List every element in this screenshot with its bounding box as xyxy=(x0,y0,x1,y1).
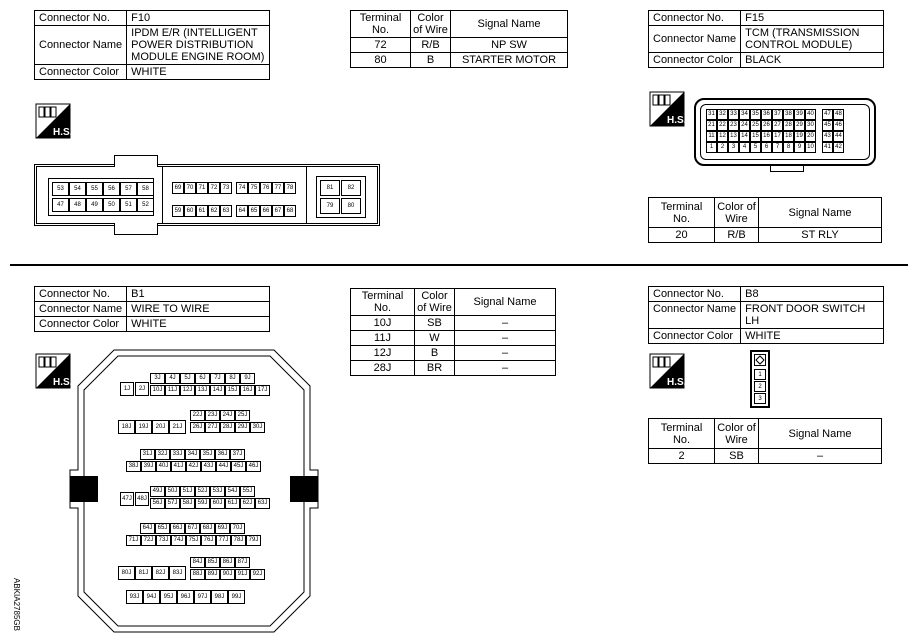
connector-pin: 42J xyxy=(186,461,201,472)
hs-label: H.S. xyxy=(53,127,73,138)
connector-pin: 32J xyxy=(155,449,170,460)
connector-pin: 9J xyxy=(240,373,255,384)
connector-pin: 13J xyxy=(195,385,210,396)
connector-pin: 40 xyxy=(805,109,816,120)
connector-pin: 56 xyxy=(103,182,120,196)
connector-pin: 61J xyxy=(225,498,240,509)
wire-color-cell: BR xyxy=(415,361,455,376)
connector-pin: 50J xyxy=(165,486,180,497)
connector-pin: 2 xyxy=(717,142,728,153)
signal-header: Signal Name xyxy=(451,11,568,38)
color-header: Color of Wire xyxy=(411,11,451,38)
connector-pin: 1J xyxy=(120,382,134,396)
connector-pin: 60 xyxy=(184,205,196,217)
connector-pin: 58J xyxy=(180,498,195,509)
f10-divider-2 xyxy=(306,167,307,223)
connector-pin: 67J xyxy=(185,523,200,534)
connector-pin: 16J xyxy=(240,385,255,396)
connector-pin: 59 xyxy=(172,205,184,217)
b8-info-table xyxy=(648,286,884,344)
connector-pin: 64J xyxy=(140,523,155,534)
connector-pin: 38 xyxy=(783,109,794,120)
connector-pin: 82J xyxy=(152,566,169,580)
connector-no-label: Connector No. xyxy=(35,287,127,302)
connector-pin: 37J xyxy=(230,449,245,460)
connector-pin: 85J xyxy=(205,557,220,568)
connector-pin: 31J xyxy=(140,449,155,460)
hs-label: H.S. xyxy=(53,377,73,388)
figure-code: ABKIA2785GB xyxy=(11,578,21,631)
connector-pin: 41J xyxy=(171,461,186,472)
connector-pin: 32 xyxy=(717,109,728,120)
connector-pin: 45J xyxy=(231,461,246,472)
connector-pin: 6J xyxy=(195,373,210,384)
connector-pin: 79 xyxy=(320,198,340,214)
connector-pin: 91J xyxy=(235,569,250,580)
connector-pin: 28 xyxy=(783,120,794,131)
connector-pin: 18 xyxy=(783,131,794,142)
table-row xyxy=(351,316,556,331)
connector-pin: 19J xyxy=(135,420,152,434)
connector-pin: 33J xyxy=(170,449,185,460)
connector-pin: 10 xyxy=(805,142,816,153)
connector-pin: 74J xyxy=(171,535,186,546)
connector-pin: 39 xyxy=(794,109,805,120)
connector-pin: 68J xyxy=(200,523,215,534)
signal-cell: – xyxy=(759,449,882,464)
connector-pin: 66J xyxy=(170,523,185,534)
harness-side-icon xyxy=(650,354,687,388)
table-row xyxy=(351,38,568,53)
f15-signal-table xyxy=(648,197,882,243)
connector-name-label: Connector Name xyxy=(649,26,741,53)
connector-pin: 18J xyxy=(118,420,135,434)
connector-pin: 69J xyxy=(215,523,230,534)
connector-pin: 80J xyxy=(118,566,135,580)
f10-divider-1 xyxy=(162,167,163,223)
connector-pin: 86J xyxy=(220,557,235,568)
terminal-header: Terminal No. xyxy=(351,289,415,316)
connector-pin: 56J xyxy=(150,498,165,509)
connector-pin: 95J xyxy=(160,590,177,604)
connector-pin: 81J xyxy=(135,566,152,580)
terminal-header: Terminal No. xyxy=(351,11,411,38)
connector-pin: 49 xyxy=(86,198,103,212)
connector-pin: 68 xyxy=(284,205,296,217)
connector-color-value: WHITE xyxy=(741,329,884,344)
signal-cell: – xyxy=(455,331,556,346)
wire-color-cell: SB xyxy=(415,316,455,331)
connector-pin: 41 xyxy=(822,142,833,153)
connector-pin: 57J xyxy=(165,498,180,509)
connector-pin: 72 xyxy=(208,182,220,194)
connector-pin: 80 xyxy=(341,198,361,214)
connector-pin: 88J xyxy=(190,569,205,580)
terminal-cell: 12J xyxy=(351,346,415,361)
b8-pin: 1 xyxy=(754,369,766,380)
wire-color-cell: R/B xyxy=(715,228,759,243)
connector-pin: 44J xyxy=(216,461,231,472)
connector-pin: 47 xyxy=(52,198,69,212)
connector-no-value: F15 xyxy=(741,11,884,26)
connector-pin: 92J xyxy=(250,569,265,580)
connector-pin: 65 xyxy=(248,205,260,217)
table-row xyxy=(351,53,568,68)
connector-pin: 15J xyxy=(225,385,240,396)
terminal-cell: 28J xyxy=(351,361,415,376)
color-header: Color of Wire xyxy=(715,419,759,449)
table-row xyxy=(649,228,882,243)
wire-color-cell: W xyxy=(415,331,455,346)
connector-pin: 34 xyxy=(739,109,750,120)
connector-pin: 47 xyxy=(822,109,833,120)
f15-latch xyxy=(770,164,804,172)
connector-pin: 64 xyxy=(236,205,248,217)
connector-pin: 13 xyxy=(728,131,739,142)
harness-side-icon xyxy=(650,92,687,126)
signal-cell: ST RLY xyxy=(759,228,882,243)
connector-pin: 47J xyxy=(120,492,134,506)
connector-pin: 89J xyxy=(205,569,220,580)
b8-signal-table xyxy=(648,418,882,464)
b8-pin: 2 xyxy=(754,381,766,392)
connector-pin: 5J xyxy=(180,373,195,384)
connector-pin: 12J xyxy=(180,385,195,396)
connector-pin: 6 xyxy=(761,142,772,153)
connector-pin: 51 xyxy=(120,198,137,212)
connector-pin: 45 xyxy=(822,120,833,131)
connector-pin: 55J xyxy=(240,486,255,497)
connector-pin: 75J xyxy=(186,535,201,546)
connector-pin: 62 xyxy=(208,205,220,217)
connector-pin: 76 xyxy=(260,182,272,194)
terminal-header: Terminal No. xyxy=(649,198,715,228)
connector-pin: 70 xyxy=(184,182,196,194)
connector-pin: 78 xyxy=(284,182,296,194)
f15-info-table xyxy=(648,10,884,68)
f10-connector-latch-bottom xyxy=(114,223,158,235)
connector-no-value: B1 xyxy=(127,287,270,302)
connector-pin: 38J xyxy=(126,461,141,472)
connector-pin: 71J xyxy=(126,535,141,546)
connector-pin: 43J xyxy=(201,461,216,472)
connector-pin: 27J xyxy=(205,422,220,433)
table-row xyxy=(351,346,556,361)
connector-pin: 72J xyxy=(141,535,156,546)
connector-pin: 61 xyxy=(196,205,208,217)
terminal-cell: 72 xyxy=(351,38,411,53)
table-row xyxy=(351,331,556,346)
connector-pin: 36 xyxy=(761,109,772,120)
connector-pin: 69 xyxy=(172,182,184,194)
connector-pin: 10J xyxy=(150,385,165,396)
connector-pin: 78J xyxy=(231,535,246,546)
connector-pin: 25 xyxy=(750,120,761,131)
connector-pin: 97J xyxy=(194,590,211,604)
connector-pin: 23 xyxy=(728,120,739,131)
connector-name-label: Connector Name xyxy=(35,302,127,317)
color-header: Color of Wire xyxy=(415,289,455,316)
section-divider xyxy=(10,264,908,266)
connector-color-value: WHITE xyxy=(127,65,270,80)
terminal-header: Terminal No. xyxy=(649,419,715,449)
connector-pin: 57 xyxy=(120,182,137,196)
connector-pin: 20J xyxy=(152,420,169,434)
connector-pin: 9 xyxy=(794,142,805,153)
connector-pin: 11J xyxy=(165,385,180,396)
wire-color-cell: R/B xyxy=(411,38,451,53)
connector-pin: 3 xyxy=(728,142,739,153)
connector-pin: 33 xyxy=(728,109,739,120)
connector-pin: 93J xyxy=(126,590,143,604)
connector-pin: 28J xyxy=(220,422,235,433)
connector-pin: 59J xyxy=(195,498,210,509)
connector-color-value: BLACK xyxy=(741,53,884,68)
connector-pin: 8J xyxy=(225,373,240,384)
connector-name-value: WIRE TO WIRE xyxy=(127,302,270,317)
connector-pin: 48 xyxy=(69,198,86,212)
connector-color-value: WHITE xyxy=(127,317,270,332)
connector-pin: 55 xyxy=(86,182,103,196)
connector-pin: 48 xyxy=(833,109,844,120)
connector-pin: 17J xyxy=(255,385,270,396)
connector-pin: 4 xyxy=(739,142,750,153)
connector-pin: 21J xyxy=(169,420,186,434)
connector-pin: 54J xyxy=(225,486,240,497)
connector-pin: 79J xyxy=(246,535,261,546)
connector-pin: 77J xyxy=(216,535,231,546)
harness-side-icon xyxy=(36,354,73,388)
connector-pin: 70J xyxy=(230,523,245,534)
connector-color-label: Connector Color xyxy=(649,53,741,68)
signal-header: Signal Name xyxy=(759,419,882,449)
connector-pin: 43 xyxy=(822,131,833,142)
connector-pin: 50 xyxy=(103,198,120,212)
signal-cell: – xyxy=(455,361,556,376)
connector-pin: 81 xyxy=(320,180,340,196)
wire-color-cell: B xyxy=(415,346,455,361)
connector-pin: 14 xyxy=(739,131,750,142)
b1-signal-table xyxy=(350,288,556,376)
signal-cell: – xyxy=(455,316,556,331)
connector-pin: 54 xyxy=(69,182,86,196)
connector-no-value: B8 xyxy=(741,287,884,302)
connector-pin: 76J xyxy=(201,535,216,546)
connector-pin: 73J xyxy=(156,535,171,546)
connector-no-value: F10 xyxy=(127,11,270,26)
connector-pin: 35 xyxy=(750,109,761,120)
signal-cell: STARTER MOTOR xyxy=(451,53,568,68)
connector-no-label: Connector No. xyxy=(649,11,741,26)
signal-header: Signal Name xyxy=(759,198,882,228)
connector-pin: 21 xyxy=(706,120,717,131)
connector-no-label: Connector No. xyxy=(35,11,127,26)
connector-pin: 26J xyxy=(190,422,205,433)
connector-pin: 74 xyxy=(236,182,248,194)
connector-pin: 94J xyxy=(143,590,160,604)
connector-pin: 90J xyxy=(220,569,235,580)
connector-pin: 62J xyxy=(240,498,255,509)
connector-pin: 71 xyxy=(196,182,208,194)
connector-pin: 27 xyxy=(772,120,783,131)
connector-pin: 51J xyxy=(180,486,195,497)
b1-info-table xyxy=(34,286,270,332)
connector-pin: 1 xyxy=(706,142,717,153)
connector-pin: 52J xyxy=(195,486,210,497)
connector-pin: 66 xyxy=(260,205,272,217)
connector-pin: 63 xyxy=(220,205,232,217)
connector-pin: 31 xyxy=(706,109,717,120)
connector-pin: 75 xyxy=(248,182,260,194)
connector-pin: 29J xyxy=(235,422,250,433)
connector-pin: 83J xyxy=(169,566,186,580)
connector-pin: 4J xyxy=(165,373,180,384)
harness-side-icon xyxy=(36,104,73,138)
connector-name-value: IPDM E/R (INTELLIGENT POWER DISTRIBUTION MODULE ENGINE ROOM) xyxy=(127,26,270,65)
connector-pin: 39J xyxy=(141,461,156,472)
connector-no-label: Connector No. xyxy=(649,287,741,302)
connector-pin: 16 xyxy=(761,131,772,142)
signal-cell: NP SW xyxy=(451,38,568,53)
connector-pin: 53J xyxy=(210,486,225,497)
connector-pin: 35J xyxy=(200,449,215,460)
connector-pin: 46J xyxy=(246,461,261,472)
connector-pin: 34J xyxy=(185,449,200,460)
connector-name-value: TCM (TRANSMISSION CONTROL MODULE) xyxy=(741,26,884,53)
wire-color-cell: B xyxy=(411,53,451,68)
connector-pin: 63J xyxy=(255,498,270,509)
connector-pin: 24J xyxy=(220,410,235,421)
connector-pin: 99J xyxy=(228,590,245,604)
connector-pin: 19 xyxy=(794,131,805,142)
connector-pin: 84J xyxy=(190,557,205,568)
connector-pin: 73 xyxy=(220,182,232,194)
terminal-cell: 10J xyxy=(351,316,415,331)
hs-label: H.S. xyxy=(667,377,687,388)
connector-pin: 12 xyxy=(717,131,728,142)
f10-signal-table xyxy=(350,10,568,68)
connector-name-value: FRONT DOOR SWITCH LH xyxy=(741,302,884,329)
b8-latch-icon xyxy=(754,354,766,366)
connector-pin: 15 xyxy=(750,131,761,142)
connector-pin: 22 xyxy=(717,120,728,131)
connector-color-label: Connector Color xyxy=(35,317,127,332)
terminal-cell: 2 xyxy=(649,449,715,464)
connector-pin: 77 xyxy=(272,182,284,194)
signal-header: Signal Name xyxy=(455,289,556,316)
connector-color-label: Connector Color xyxy=(649,329,741,344)
connector-pin: 98J xyxy=(211,590,228,604)
connector-pin: 26 xyxy=(761,120,772,131)
terminal-cell: 20 xyxy=(649,228,715,243)
connector-pin: 67 xyxy=(272,205,284,217)
table-row xyxy=(649,449,882,464)
f10-connector-latch-top xyxy=(114,155,158,167)
connector-pin: 36J xyxy=(215,449,230,460)
connector-pin: 3J xyxy=(150,373,165,384)
connector-pin: 20 xyxy=(805,131,816,142)
connector-pin: 11 xyxy=(706,131,717,142)
connector-pin: 25J xyxy=(235,410,250,421)
connector-pin: 22J xyxy=(190,410,205,421)
connector-pin: 14J xyxy=(210,385,225,396)
connector-pin: 87J xyxy=(235,557,250,568)
table-row xyxy=(351,361,556,376)
connector-pin: 2J xyxy=(135,382,149,396)
connector-pin: 48J xyxy=(135,492,149,506)
connector-pin: 52 xyxy=(137,198,154,212)
connector-pin: 58 xyxy=(137,182,154,196)
wire-color-cell: SB xyxy=(715,449,759,464)
connector-pin: 5 xyxy=(750,142,761,153)
connector-pin: 49J xyxy=(150,486,165,497)
connector-name-label: Connector Name xyxy=(649,302,741,329)
connector-pin: 30 xyxy=(805,120,816,131)
connector-pin: 44 xyxy=(833,131,844,142)
connector-pin: 7 xyxy=(772,142,783,153)
connector-pin: 82 xyxy=(341,180,361,196)
connector-pin: 96J xyxy=(177,590,194,604)
connector-pin: 17 xyxy=(772,131,783,142)
connector-pin: 60J xyxy=(210,498,225,509)
connector-pin: 40J xyxy=(156,461,171,472)
signal-cell: – xyxy=(455,346,556,361)
connector-pin: 7J xyxy=(210,373,225,384)
connector-pin: 8 xyxy=(783,142,794,153)
connector-name-label: Connector Name xyxy=(35,26,127,65)
connector-pin: 37 xyxy=(772,109,783,120)
connector-pin: 46 xyxy=(833,120,844,131)
b8-pin: 3 xyxy=(754,393,766,404)
connector-pin: 24 xyxy=(739,120,750,131)
connector-color-label: Connector Color xyxy=(35,65,127,80)
f10-info-table xyxy=(34,10,270,80)
connector-pin: 23J xyxy=(205,410,220,421)
connector-pin: 29 xyxy=(794,120,805,131)
connector-pin: 42 xyxy=(833,142,844,153)
terminal-cell: 80 xyxy=(351,53,411,68)
terminal-cell: 11J xyxy=(351,331,415,346)
connector-pin: 65J xyxy=(155,523,170,534)
connector-pin: 53 xyxy=(52,182,69,196)
hs-label: H.S. xyxy=(667,115,687,126)
connector-pin: 30J xyxy=(250,422,265,433)
color-header: Color of Wire xyxy=(715,198,759,228)
